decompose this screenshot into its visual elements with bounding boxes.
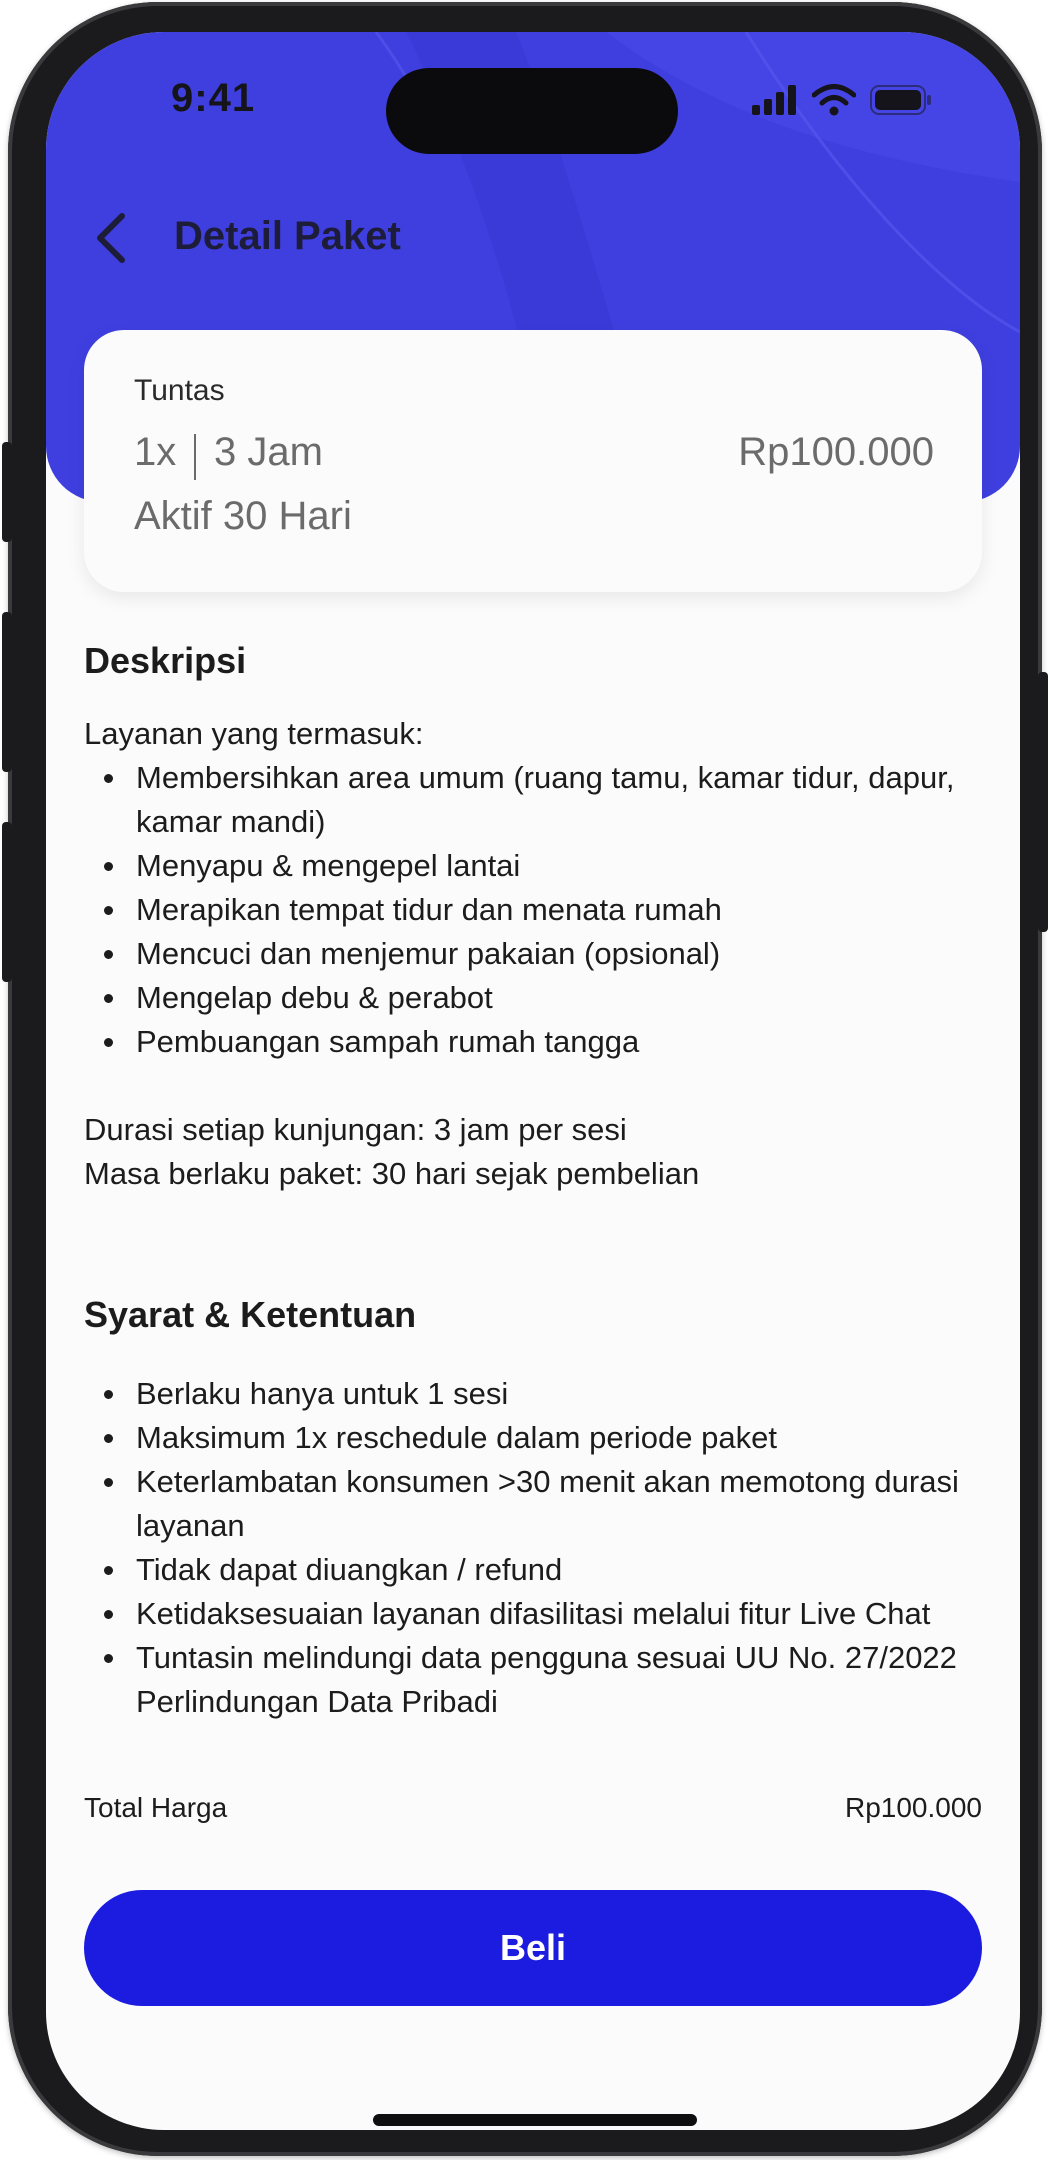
package-quantity: 1x	[134, 430, 177, 474]
phone-frame	[8, 2, 1042, 2156]
list-item: Berlaku hanya untuk 1 sesi	[84, 1372, 984, 1416]
list-item: Ketidaksesuaian layanan difasilitasi melalui fitur Live Chat	[84, 1592, 984, 1636]
description-list	[84, 756, 984, 1064]
list-item: Mencuci dan menjemur pakaian (opsional)	[84, 932, 984, 976]
description-title: Deskripsi	[84, 640, 247, 681]
power-button	[1038, 672, 1048, 932]
description-validity: Masa berlaku paket: 30 hari sejak pembelian	[84, 1156, 700, 1191]
action-button	[2, 442, 12, 542]
terms-list	[84, 1372, 984, 1724]
status-bar	[46, 32, 1020, 152]
wifi-icon	[812, 84, 856, 116]
package-name: Tuntas	[134, 374, 225, 407]
list-item: Maksimum 1x reschedule dalam periode paket	[84, 1416, 984, 1460]
terms-title: Syarat & Ketentuan	[84, 1294, 417, 1335]
list-item: Merapikan tempat tidur dan menata rumah	[84, 888, 984, 932]
volume-up-button	[2, 612, 12, 772]
package-price: Rp100.000	[738, 430, 934, 474]
total-price-label: Total Harga	[84, 1792, 228, 1823]
chevron-left-icon	[86, 210, 142, 266]
divider	[194, 434, 196, 480]
list-item: Tidak dapat diuangkan / refund	[84, 1548, 984, 1592]
page-header	[46, 192, 1020, 282]
dynamic-island	[386, 68, 678, 154]
description-intro: Layanan yang termasuk:	[84, 716, 424, 751]
description-duration: Durasi setiap kunjungan: 3 jam per sesi	[84, 1112, 627, 1147]
list-item: Menyapu & mengepel lantai	[84, 844, 984, 888]
list-item: Tuntasin melindungi data pengguna sesuai UU No. 27/2022 Perlindungan Data Pribadi	[84, 1636, 984, 1724]
package-card	[84, 330, 982, 592]
page-title: Detail Paket	[174, 214, 401, 258]
total-price-value: Rp100.000	[844, 1792, 982, 1823]
package-info-row	[134, 430, 934, 480]
list-item: Keterlambatan konsumen >30 menit akan memotong durasi layanan	[84, 1460, 984, 1548]
screen	[46, 32, 1020, 2130]
list-item: Mengelap debu & perabot	[84, 976, 984, 1020]
buy-button[interactable]: Beli	[84, 1890, 982, 2006]
package-active-period: Aktif 30 Hari	[134, 494, 352, 538]
package-duration: 3 Jam	[214, 430, 323, 474]
cellular-signal-icon	[752, 85, 798, 115]
volume-down-button	[2, 822, 12, 982]
list-item: Pembuangan sampah rumah tangga	[84, 1020, 984, 1064]
battery-icon	[870, 85, 932, 115]
home-indicator	[373, 2114, 697, 2126]
list-item: Membersihkan area umum (ruang tamu, kamar tidur, dapur, kamar mandi)	[84, 756, 984, 844]
status-icons	[752, 84, 932, 116]
back-button[interactable]	[86, 210, 142, 266]
status-time: 9:41	[171, 76, 256, 120]
